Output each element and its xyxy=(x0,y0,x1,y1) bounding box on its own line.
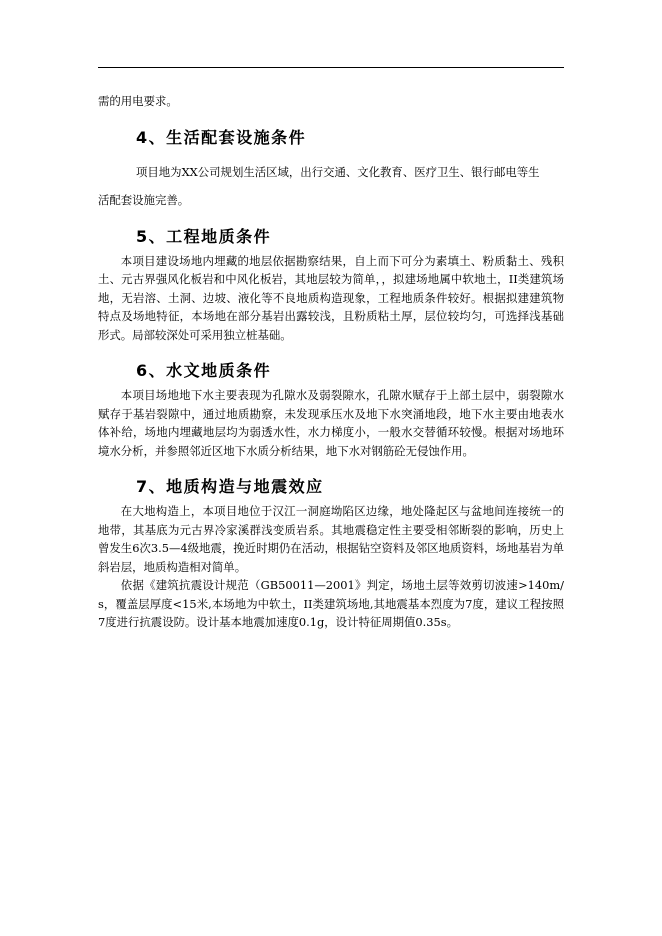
document-page xyxy=(98,92,564,632)
section-5-paragraph: 本项目建设场地内埋藏的地层依据勘察结果，自上而下可分为素填土、粉质黏土、残积土、元古界强风化板岩和中风化板岩，其地层较为简单，，拟建场地属中软地土，II类建筑场地，无岩溶、土洞、边坡、液化等不良地质构造现象，工程地质条件较好。根据拟建建筑物特点及场地特征，本场地在部分基岩出露较浅，且粉质粘土厚，层位较均匀，可选择浅基础形式。局部较深处可采用独立桩基础。 xyxy=(98,253,564,342)
header-rule xyxy=(98,67,564,68)
continuation-text: 需的用电要求。 xyxy=(98,94,178,108)
section-7-heading: 7、地质构造与地震效应 xyxy=(136,477,324,496)
section-5-heading: 5、工程地质条件 xyxy=(136,226,272,246)
section-4-line-2: 活配套设施完善。 xyxy=(98,193,190,207)
section-6-paragraph: 本项目场地地下水主要表现为孔隙水及弱裂隙水，孔隙水赋存于上部土层中，弱裂隙水赋存于基岩裂隙中，通过地质勘察，未发现承压水及地下水突涌地段，地下水主要由地表水体补给，场地内埋藏地层均为弱透水性，水力梯度小，一般水交替循环较慢。根据对场地环境水分析，并参照邻近区地下水质分析结果，地下水对钢筋砼无侵蚀作用。 xyxy=(98,388,564,458)
section-4-line-1: 项目地为XX公司规划生活区域，出行交通、文化教育、医疗卫生、银行邮电等生 xyxy=(136,164,540,179)
section-6-heading: 6、水文地质条件 xyxy=(136,361,272,380)
section-7-paragraph-2: 依据《建筑抗震设计规范（GB50011—2001》判定，场地土层等效剪切波速>140m/s，覆盖层厚度<15米,本场地为中软土，II类建筑场地,其地震基本烈度为7度，建议工程按照7度进行抗震设防。设计基本地震加速度0.1g，设计特征周期值0.35s。 xyxy=(98,578,564,629)
section-4-heading: 4、生活配套设施条件 xyxy=(136,127,307,147)
section-7-paragraph-1: 在大地构造上，本项目地位于汉江一洞庭坳陷区边缘，地处隆起区与盆地间连接统一的地带，其基底为元古界冷家溪群浅变质岩系。其地震稳定性主要受相邻断裂的影响，历史上曾发生6次3.5—4级地震，挽近时期仍在活动，根据钻空资料及邻区地质资料，场地基岩为单斜岩层，地质构造相对简单。 xyxy=(98,504,564,574)
